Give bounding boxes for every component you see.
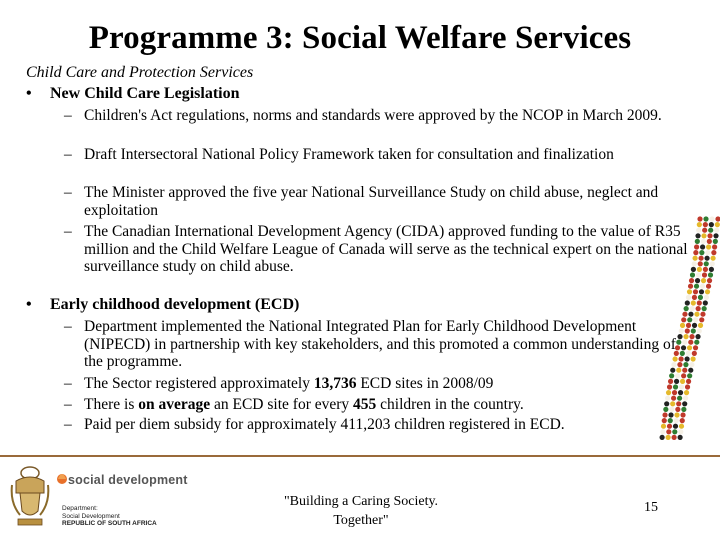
coat-of-arms-icon: [8, 463, 52, 533]
bead: [692, 261, 697, 266]
bead: [709, 216, 714, 221]
bead: [702, 228, 707, 233]
bead: [705, 289, 710, 294]
bead: [666, 435, 671, 440]
bead: [706, 284, 711, 289]
bead: [703, 300, 708, 305]
bead: [701, 239, 706, 244]
footer-motto: "Building a Caring Society. Together": [283, 494, 439, 528]
department-label: Department: Social Development REPUBLIC OF SOUTH AFRICA: [62, 505, 157, 527]
bullet-new-child-care-legislation: • New Child Care Legislation: [26, 85, 240, 102]
bead: [707, 239, 712, 244]
bead: [715, 222, 720, 227]
bead: [689, 278, 694, 283]
bead: [678, 435, 683, 440]
bead: [703, 267, 708, 272]
bead: [698, 295, 703, 300]
list-item: – Children's Act regulations, norms and standards were approved by the NCOP in March 2009.: [64, 107, 662, 124]
bead: [691, 328, 696, 333]
bead: [690, 272, 695, 277]
bead: [698, 261, 703, 266]
bead: [693, 317, 698, 322]
list-item: – There is on average an ECD site for every 455 children in the country.: [64, 396, 524, 413]
bead: [697, 267, 702, 272]
bead: [695, 233, 700, 238]
bead: [700, 312, 705, 317]
bead: [702, 272, 707, 277]
bead: [692, 295, 697, 300]
bead: [701, 278, 706, 283]
bead: [702, 306, 707, 311]
bead: [708, 228, 713, 233]
bead: [693, 345, 698, 350]
bead: [713, 239, 718, 244]
bead: [707, 233, 712, 238]
bead: [691, 356, 696, 361]
list-item: – Department implemented the National Integrated Plan for Early Childhood Development (NIPECD) in partnership with key stakeholders, and this promoted a common understanding of the programme.: [64, 318, 676, 371]
bead: [704, 261, 709, 266]
bead: [691, 267, 696, 272]
bead: [682, 312, 687, 317]
bead: [697, 328, 702, 333]
bead: [693, 250, 698, 255]
bead: [692, 323, 697, 328]
list-item: – Paid per diem subsidy for approximately 411,203 children registered in ECD.: [64, 416, 565, 433]
bead: [694, 340, 699, 345]
bead: [708, 272, 713, 277]
bead: [694, 244, 699, 249]
bead: [694, 312, 699, 317]
bead: [684, 306, 689, 311]
bead: [690, 306, 695, 311]
bead: [687, 289, 692, 294]
bead: [698, 323, 703, 328]
bead: [697, 300, 702, 305]
bead: [705, 250, 710, 255]
bead: [709, 222, 714, 227]
bead: [696, 272, 701, 277]
bead: [692, 351, 697, 356]
bead: [707, 278, 712, 283]
footer-divider: [0, 455, 720, 457]
bead: [696, 306, 701, 311]
list-item: – The Minister approved the five year National Surveillance Study on child abuse, neglect and exploitation: [64, 184, 659, 219]
bead: [695, 334, 700, 339]
bead: [711, 250, 716, 255]
bead: [692, 256, 697, 261]
bead: [714, 228, 719, 233]
bead: [695, 239, 700, 244]
bead: [699, 250, 704, 255]
bead: [700, 244, 705, 249]
bead: [691, 300, 696, 305]
bead: [701, 233, 706, 238]
bead: [694, 284, 699, 289]
page-title: Programme 3: Social Welfare Services: [88, 20, 632, 56]
bead: [672, 435, 677, 440]
bead: [715, 216, 720, 221]
section-subtitle: Child Care and Protection Services: [26, 64, 254, 81]
brand-name: social development: [68, 473, 188, 487]
bead: [685, 300, 690, 305]
bead: [697, 216, 702, 221]
footer: [0, 455, 720, 540]
bead: [696, 228, 701, 233]
bead: [710, 261, 715, 266]
bead: [699, 289, 704, 294]
bead: [700, 284, 705, 289]
bead: [713, 233, 718, 238]
bead: [695, 278, 700, 283]
bead: [688, 284, 693, 289]
bead: [706, 244, 711, 249]
bead: [698, 256, 703, 261]
list-item: – The Canadian International Development Agency (CIDA) approved funding to the value of R35 million and the Child Welfare League of Canada will serve as the technical expert on the national surveillance study on child abuse.: [64, 223, 688, 276]
bead: [704, 295, 709, 300]
bead: [703, 222, 708, 227]
list-item: – Draft Intersectoral National Policy Framework taken for consultation and finalization: [64, 146, 614, 163]
bead: [712, 244, 717, 249]
bead: [688, 312, 693, 317]
bead: [693, 289, 698, 294]
page-number: 15: [644, 500, 658, 515]
bead: [689, 362, 694, 367]
bead: [710, 256, 715, 261]
bead: [709, 267, 714, 272]
bead: [689, 334, 694, 339]
bead: [699, 317, 704, 322]
list-item: – The Sector registered approximately 13,736 ECD sites in 2008/09: [64, 375, 494, 392]
bead: [686, 295, 691, 300]
bead: [703, 216, 708, 221]
bead: [660, 435, 665, 440]
bullet-early-childhood-development: • Early childhood development (ECD): [26, 296, 300, 313]
bead: [704, 256, 709, 261]
bead: [697, 222, 702, 227]
